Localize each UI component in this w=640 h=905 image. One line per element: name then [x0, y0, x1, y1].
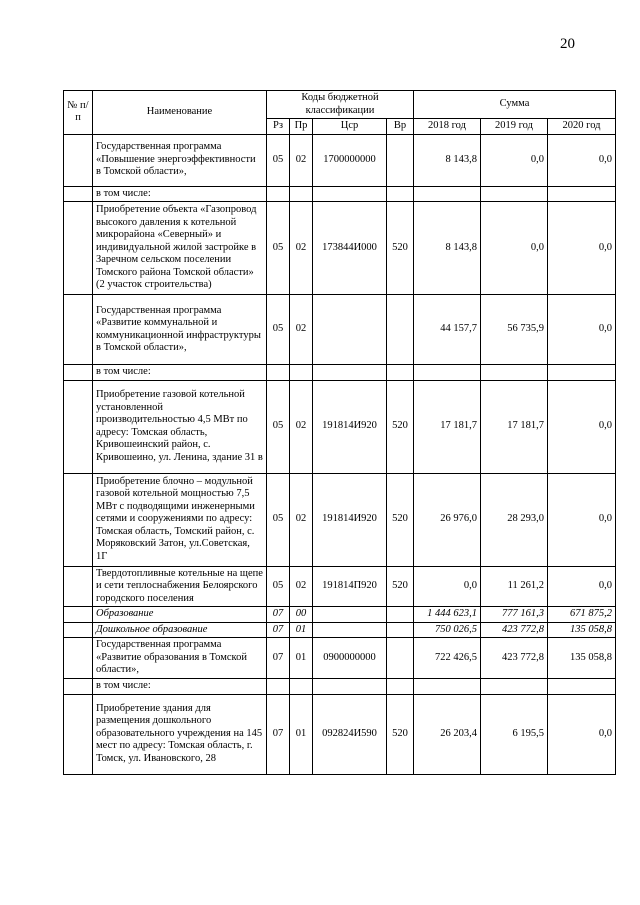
col-rz-header: Рз [267, 119, 290, 135]
row-rz-cell: 05 [267, 202, 290, 295]
table-row [64, 679, 616, 695]
row-rz-cell: 05 [267, 473, 290, 566]
row-num-cell [64, 186, 93, 202]
row-rz-cell: 07 [267, 694, 290, 774]
row-2019-cell: 423 772,8 [481, 638, 548, 679]
header-row-1 [64, 91, 616, 119]
row-2018-cell: 44 157,7 [414, 295, 481, 365]
row-vr-cell: 520 [387, 380, 414, 473]
row-num-cell [64, 380, 93, 473]
row-num-cell [64, 295, 93, 365]
row-pr-cell: 01 [290, 622, 313, 638]
row-name-cell: Твердотопливные котельные на щепе и сети теплоснабжения Белоярского городского поселения [93, 566, 267, 607]
col-vr-header: Вр [387, 119, 414, 135]
col-2019-header: 2019 год [481, 119, 548, 135]
row-pr-cell: 02 [290, 473, 313, 566]
row-vr-cell [387, 638, 414, 679]
row-2019-cell: 11 261,2 [481, 566, 548, 607]
row-num-cell [64, 566, 93, 607]
row-tsr-cell [313, 607, 387, 623]
row-name-cell: Приобретение газовой котельной установленной производительностью 4,5 МВт по адресу: Томская область, Кривошеинский район, с. Кривошеино, ул. Ленина, здание 31 в [93, 380, 267, 473]
row-tsr-cell: 173844И000 [313, 202, 387, 295]
row-2018-cell: 8 143,8 [414, 134, 481, 186]
row-name-cell: в том числе: [93, 365, 267, 381]
row-num-cell [64, 679, 93, 695]
row-vr-cell [387, 134, 414, 186]
row-num-cell [64, 134, 93, 186]
budget-table [63, 90, 616, 775]
row-2018-cell: 26 203,4 [414, 694, 481, 774]
row-name-cell: в том числе: [93, 186, 267, 202]
row-rz-cell: 07 [267, 638, 290, 679]
row-2020-cell: 0,0 [548, 380, 616, 473]
col-2018-header: 2018 год [414, 119, 481, 135]
row-2019-cell: 17 181,7 [481, 380, 548, 473]
row-rz-cell [267, 186, 290, 202]
col-num-header: № п/п [64, 91, 93, 135]
row-pr-cell: 01 [290, 694, 313, 774]
row-2018-cell: 750 026,5 [414, 622, 481, 638]
row-pr-cell [290, 365, 313, 381]
row-2018-cell: 722 426,5 [414, 638, 481, 679]
col-pr-header: Пр [290, 119, 313, 135]
row-tsr-cell: 191814И920 [313, 380, 387, 473]
row-pr-cell [290, 679, 313, 695]
row-vr-cell: 520 [387, 694, 414, 774]
table-row [64, 134, 616, 186]
row-vr-cell [387, 295, 414, 365]
row-name-cell: Государственная программа «Повышение энергоэффективности в Томской области», [93, 134, 267, 186]
row-2020-cell: 0,0 [548, 473, 616, 566]
col-2020-header: 2020 год [548, 119, 616, 135]
row-2018-cell: 1 444 623,1 [414, 607, 481, 623]
row-rz-cell: 05 [267, 566, 290, 607]
row-vr-cell [387, 365, 414, 381]
row-num-cell [64, 202, 93, 295]
row-name-cell: Государственная программа «Развитие образования в Томской области», [93, 638, 267, 679]
row-2019-cell [481, 679, 548, 695]
row-pr-cell: 01 [290, 638, 313, 679]
row-name-cell: Дошкольное образование [93, 622, 267, 638]
col-sum-header: Сумма [414, 91, 616, 119]
row-num-cell [64, 622, 93, 638]
row-2018-cell [414, 679, 481, 695]
row-tsr-cell [313, 365, 387, 381]
row-vr-cell: 520 [387, 202, 414, 295]
row-2019-cell: 423 772,8 [481, 622, 548, 638]
row-name-cell: Приобретение блочно – модульной газовой котельной мощностью 7,5 МВт с подводящими инженерными сетями и сооружениями по адресу: Томская область, Томский район, с. Моряковский Затон, ул.Советская, 1Г [93, 473, 267, 566]
row-2018-cell [414, 186, 481, 202]
table-row [64, 694, 616, 774]
row-pr-cell: 02 [290, 202, 313, 295]
row-2020-cell: 0,0 [548, 202, 616, 295]
row-tsr-cell [313, 186, 387, 202]
row-tsr-cell: 191814П920 [313, 566, 387, 607]
row-tsr-cell: 0900000000 [313, 638, 387, 679]
row-pr-cell: 02 [290, 295, 313, 365]
row-2020-cell: 0,0 [548, 566, 616, 607]
col-tsr-header: Цср [313, 119, 387, 135]
row-2020-cell [548, 186, 616, 202]
row-2020-cell: 135 058,8 [548, 638, 616, 679]
row-2018-cell: 17 181,7 [414, 380, 481, 473]
row-vr-cell [387, 622, 414, 638]
row-tsr-cell: 1700000000 [313, 134, 387, 186]
table-row [64, 295, 616, 365]
row-2018-cell: 26 976,0 [414, 473, 481, 566]
row-rz-cell [267, 365, 290, 381]
row-pr-cell: 00 [290, 607, 313, 623]
row-2019-cell: 0,0 [481, 134, 548, 186]
row-2020-cell [548, 365, 616, 381]
row-tsr-cell [313, 679, 387, 695]
table-row [64, 202, 616, 295]
row-num-cell [64, 638, 93, 679]
col-name-header: Наименование [93, 91, 267, 135]
row-2019-cell: 777 161,3 [481, 607, 548, 623]
table-row [64, 622, 616, 638]
row-2018-cell: 8 143,8 [414, 202, 481, 295]
row-rz-cell: 05 [267, 295, 290, 365]
table-row [64, 186, 616, 202]
row-vr-cell [387, 607, 414, 623]
row-tsr-cell [313, 622, 387, 638]
row-pr-cell: 02 [290, 380, 313, 473]
row-tsr-cell: 092824И590 [313, 694, 387, 774]
row-tsr-cell: 191814И920 [313, 473, 387, 566]
row-2018-cell [414, 365, 481, 381]
table-row [64, 365, 616, 381]
row-num-cell [64, 607, 93, 623]
row-num-cell [64, 473, 93, 566]
row-rz-cell: 05 [267, 134, 290, 186]
row-rz-cell: 05 [267, 380, 290, 473]
table-row [64, 566, 616, 607]
row-vr-cell: 520 [387, 566, 414, 607]
row-2020-cell: 0,0 [548, 694, 616, 774]
row-2019-cell: 6 195,5 [481, 694, 548, 774]
row-name-cell: в том числе: [93, 679, 267, 695]
table-row [64, 638, 616, 679]
table-row [64, 473, 616, 566]
row-name-cell: Приобретение объекта «Газопровод высокого давления к котельной микрорайона «Северный» и индивидуальной жилой застройке в Заречном сельском поселении Томского района Томской области» (2 участок строительства) [93, 202, 267, 295]
row-name-cell: Приобретение здания для размещения дошкольного образовательного учреждения на 145 мест по адресу: Томская область, г. Томск, ул. Ивановского, 28 [93, 694, 267, 774]
row-rz-cell: 07 [267, 607, 290, 623]
row-2019-cell: 0,0 [481, 202, 548, 295]
col-codes-header: Коды бюджетной классификации [267, 91, 414, 119]
table-row [64, 607, 616, 623]
row-2020-cell: 0,0 [548, 134, 616, 186]
table-row [64, 380, 616, 473]
row-vr-cell [387, 679, 414, 695]
row-rz-cell [267, 679, 290, 695]
row-vr-cell [387, 186, 414, 202]
row-2020-cell: 0,0 [548, 295, 616, 365]
row-name-cell: Образование [93, 607, 267, 623]
row-pr-cell: 02 [290, 566, 313, 607]
row-tsr-cell [313, 295, 387, 365]
row-num-cell [64, 694, 93, 774]
row-2019-cell [481, 365, 548, 381]
page-number: 20 [560, 36, 575, 52]
row-pr-cell [290, 186, 313, 202]
row-rz-cell: 07 [267, 622, 290, 638]
row-vr-cell: 520 [387, 473, 414, 566]
row-name-cell: Государственная программа «Развитие коммунальной и коммуникационной инфраструктуры в Томской области», [93, 295, 267, 365]
row-num-cell [64, 365, 93, 381]
row-2020-cell: 671 875,2 [548, 607, 616, 623]
row-2019-cell: 56 735,9 [481, 295, 548, 365]
row-2019-cell [481, 186, 548, 202]
row-2020-cell: 135 058,8 [548, 622, 616, 638]
row-2018-cell: 0,0 [414, 566, 481, 607]
row-2020-cell [548, 679, 616, 695]
row-2019-cell: 28 293,0 [481, 473, 548, 566]
row-pr-cell: 02 [290, 134, 313, 186]
